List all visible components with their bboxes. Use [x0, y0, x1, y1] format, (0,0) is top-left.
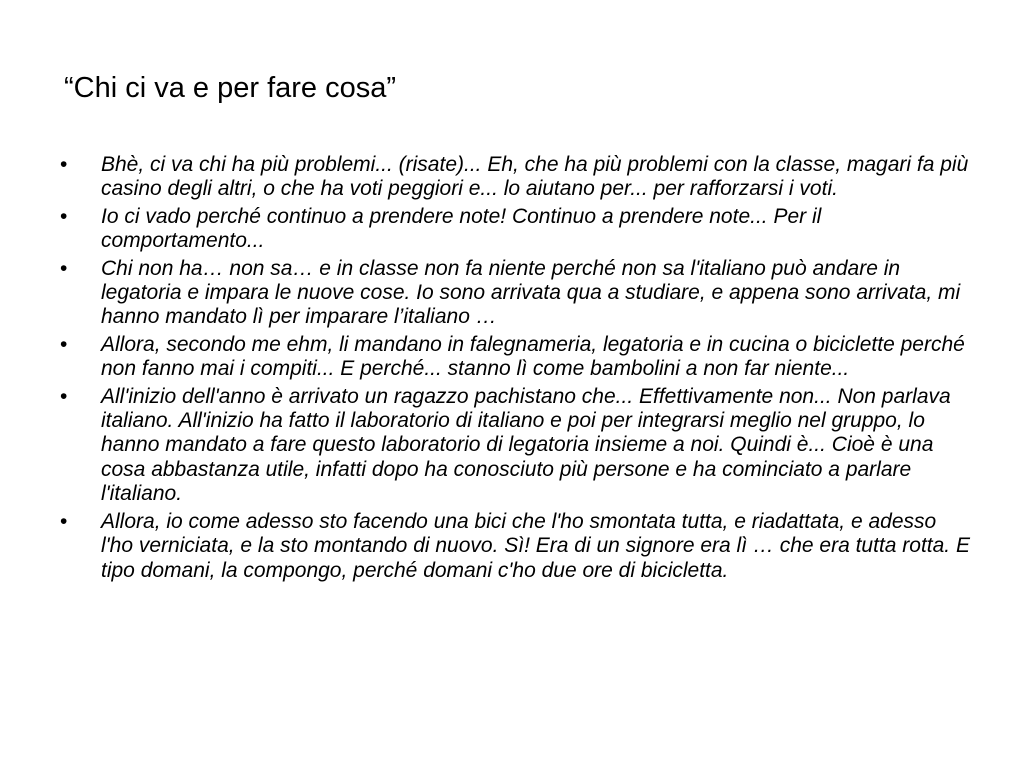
bullet-list: [60, 153, 970, 586]
bullet-icon: •: [60, 332, 68, 356]
bullet-icon: •: [60, 153, 68, 176]
bullet-text: Allora, io come adesso sto facendo una bici che l'ho smontata tutta, e riadattata, e adesso l'ho verniciata, e la sto montando di nuovo. Sì! Era di un signore era lì … che era tutta rotta. E tipo domani, la compongo, perché domani c'ho due ore di bicicletta.: [101, 509, 970, 582]
bullet-item: [60, 205, 970, 254]
bullet-icon: •: [60, 384, 68, 408]
bullet-text: Bhè, ci va chi ha più problemi... (risate)... Eh, che ha più problemi con la classe, magari fa più casino degli altri, o che ha voti peggiori e... lo aiutano per... per rafforzarsi i voti.: [101, 153, 969, 201]
bullet-text: Allora, secondo me ehm, li mandano in falegnameria, legatoria e in cucina o biciclette perché non fanno mai i compiti... E perché... stanno lì come bambolini a non far niente...: [101, 332, 965, 381]
bullet-text: Chi non ha… non sa… e in classe non fa niente perché non sa l'italiano può andare in legatoria e impara le nuove cose. Io sono arrivata qua a studiare, e appena sono arrivata, mi hanno mandato lì per imparare l’italiano …: [101, 256, 961, 329]
bullet-icon: •: [60, 509, 68, 533]
bullet-icon: •: [60, 204, 68, 228]
bullet-item: [60, 257, 970, 330]
bullet-item: [60, 153, 970, 202]
bullet-icon: •: [60, 256, 68, 280]
bullet-item: [60, 510, 970, 583]
bullet-text: Io ci vado perché continuo a prendere note! Continuo a prendere note... Per il comportamento...: [101, 204, 822, 253]
bullet-text: All'inizio dell'anno è arrivato un ragazzo pachistano che... Effettivamente non... Non parlava italiano. All'inizio ha fatto il laboratorio di italiano e poi per integrarsi meglio nel gruppo, lo hanno mandato a fare questo laboratorio di legatoria insieme a noi. Quindi è... Cioè è una cosa abbastanza utile, infatti dopo ha conosciuto più persone e ha cominciato a parlare l'italiano.: [101, 384, 951, 506]
slide-title: “Chi ci va e per fare cosa”: [64, 72, 397, 104]
bullet-item: [60, 385, 970, 507]
bullet-item: [60, 333, 970, 382]
